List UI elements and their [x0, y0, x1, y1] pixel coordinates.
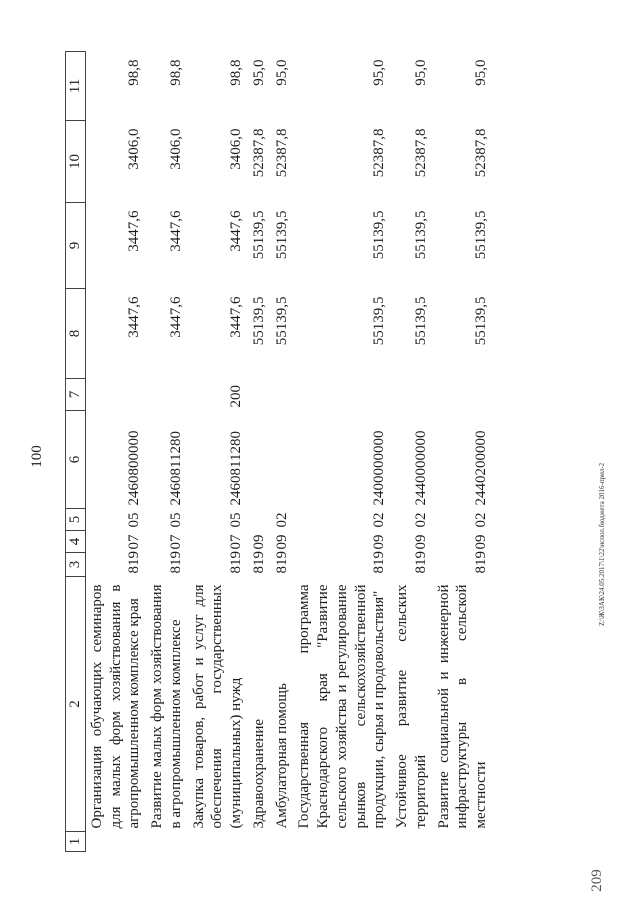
cell-name: Здравоохранение [250, 718, 267, 829]
cell-code [248, 379, 271, 411]
cell-index [433, 832, 493, 852]
cell-name: Государственная программа Краснодарского края "Развитие сельского хозяйства и регулирование рынков сельскохозяйственной продукции, сырья и продовольствия" [296, 584, 388, 829]
cell-code: 2440000000 [412, 430, 429, 506]
table-row [188, 52, 248, 852]
cell-value: 3406,0 [167, 128, 184, 170]
table-row [391, 52, 433, 852]
column-header: 3 [66, 553, 86, 577]
cell-value: 3406,0 [126, 128, 143, 170]
cell-code: 09 [273, 534, 290, 550]
cell-code: 819 [126, 551, 143, 574]
cell-value: 95,0 [371, 59, 388, 86]
cell-value: 98,8 [167, 59, 184, 86]
cell-name: Организация обучающих семинаров для малых форм хозяйствования в агропромышленном комплексе края [88, 584, 143, 829]
cell-code: 02 [412, 512, 429, 528]
cell-code: 819 [167, 551, 184, 574]
cell-value: 3447,6 [167, 210, 184, 252]
cell-value: 98,8 [126, 59, 143, 86]
cell-code: 200 [228, 385, 244, 408]
page-number: 100 [28, 445, 45, 468]
column-header: 5 [66, 509, 86, 531]
cell-value: 55139,5 [250, 296, 267, 346]
cell-value: 3406,0 [228, 128, 244, 170]
corner-number: 209 [588, 869, 605, 892]
cell-value: 52387,8 [412, 128, 429, 178]
file-path-footer: Z:\Ж\ЗАК\24.05.2017\1\22\испол.бюджета 2016-прил-2 [598, 462, 606, 626]
cell-value: 95,0 [273, 59, 290, 86]
column-header: 2 [66, 577, 86, 832]
table-row [433, 52, 493, 852]
column-header: 6 [66, 411, 86, 509]
cell-value: 95,0 [412, 59, 429, 86]
cell-name: Закупка товаров, работ и услуг для обеспечения государственных (муниципальных) нужд [190, 584, 244, 829]
cell-value: 55139,5 [412, 296, 429, 346]
cell-value: 55139,5 [412, 210, 429, 260]
cell-code: 05 [167, 512, 184, 528]
cell-code [391, 379, 433, 411]
cell-name: Развитие малых форм хозяйствования в агропромышленном комплексе [149, 584, 184, 829]
cell-value: 98,8 [228, 59, 244, 86]
cell-code: 09 [473, 534, 489, 550]
cell-value: 52387,8 [371, 128, 388, 178]
cell-code: 09 [412, 534, 429, 550]
cell-code [85, 379, 146, 411]
cell-code: 05 [126, 512, 143, 528]
cell-index [188, 832, 248, 852]
header-row [66, 52, 86, 852]
cell-code: 05 [228, 512, 244, 528]
cell-value: 55139,5 [273, 296, 290, 346]
cell-name: Устойчивое развитие сельских территорий [394, 584, 429, 829]
document-sheet [65, 52, 575, 852]
column-header: 9 [66, 203, 86, 289]
cell-index [271, 832, 294, 852]
table-row [146, 52, 188, 852]
column-header: 10 [66, 121, 86, 203]
column-header: 8 [66, 289, 86, 379]
cell-code: 2460811280 [228, 431, 244, 506]
cell-value: 95,0 [250, 59, 267, 86]
cell-code: 2440200000 [473, 430, 489, 506]
table-row [271, 52, 294, 852]
cell-index [85, 832, 146, 852]
cell-code [248, 411, 271, 509]
cell-value: 55139,5 [273, 210, 290, 260]
cell-code: 819 [228, 551, 244, 574]
cell-value: 55139,5 [250, 210, 267, 260]
cell-index [391, 832, 433, 852]
cell-value: 3447,6 [228, 296, 244, 338]
cell-code: 819 [412, 551, 429, 574]
cell-code [433, 379, 493, 411]
cell-code: 819 [473, 551, 489, 574]
cell-code: 02 [473, 512, 489, 528]
table-row [85, 52, 146, 852]
cell-code: 09 [371, 534, 388, 550]
cell-code: 819 [250, 551, 267, 574]
cell-code: 2460800000 [126, 430, 143, 506]
column-header: 11 [66, 52, 86, 121]
cell-code: 02 [273, 512, 290, 528]
cell-code [248, 509, 271, 531]
budget-table [65, 51, 493, 852]
cell-value: 52387,8 [473, 128, 489, 178]
cell-name: Амбулаторная помощь [273, 683, 290, 829]
cell-value: 3447,6 [228, 210, 244, 252]
column-header: 4 [66, 531, 86, 553]
table-row [248, 52, 271, 852]
cell-value: 52387,8 [273, 128, 290, 178]
cell-value: 3447,6 [126, 296, 143, 338]
cell-code: 819 [371, 551, 388, 574]
column-header: 7 [66, 379, 86, 411]
column-header: 1 [66, 832, 86, 852]
cell-value: 52387,8 [250, 128, 267, 178]
cell-value: 95,0 [473, 59, 489, 86]
cell-code [293, 379, 391, 411]
cell-code [271, 411, 294, 509]
cell-code: 819 [273, 551, 290, 574]
cell-value: 55139,5 [371, 296, 388, 346]
cell-code: 2460811280 [167, 431, 184, 506]
cell-value: 3447,6 [167, 296, 184, 338]
cell-index [248, 832, 271, 852]
cell-code: 02 [371, 512, 388, 528]
table-body [85, 52, 493, 852]
cell-name: Развитие социальной и инженерной инфраструктуры в сельской местности [435, 584, 489, 829]
cell-value: 55139,5 [473, 210, 489, 260]
cell-code: 2400000000 [371, 430, 388, 506]
cell-code: 07 [228, 534, 244, 550]
cell-code [271, 379, 294, 411]
cell-code: 07 [167, 534, 184, 550]
table-row [293, 52, 391, 852]
cell-code: 09 [250, 534, 267, 550]
cell-code: 07 [126, 534, 143, 550]
cell-value: 55139,5 [473, 296, 489, 346]
cell-value: 55139,5 [371, 210, 388, 260]
cell-value: 3447,6 [126, 210, 143, 252]
cell-index [293, 832, 391, 852]
cell-code [146, 379, 188, 411]
cell-index [146, 832, 188, 852]
